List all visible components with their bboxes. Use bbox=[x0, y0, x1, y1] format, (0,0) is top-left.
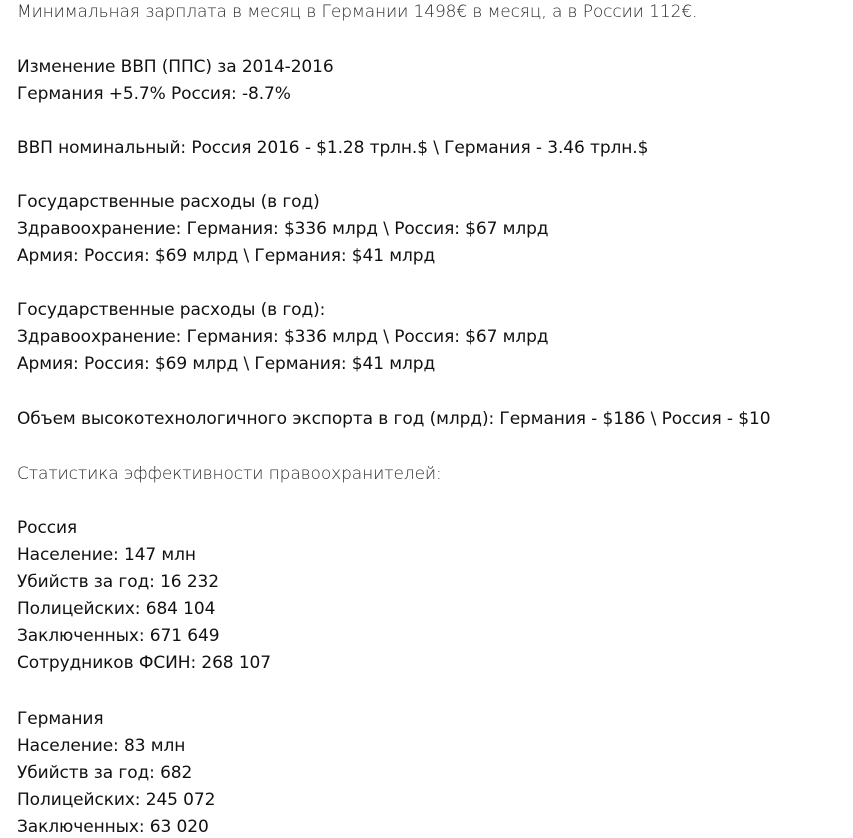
gdp-nominal-line: ВВП номинальный: Россия 2016 - $1.28 трлн.$ \ Германия - 3.46 трлн.$ bbox=[17, 138, 649, 158]
russia-population: Население: 147 млн bbox=[17, 545, 196, 565]
russia-prisoners: Заключенных: 671 649 bbox=[17, 626, 220, 646]
gov-spending-health: Здравоохранение: Германия: $336 млрд \ Россия: $67 млрд bbox=[17, 219, 549, 239]
russia-police: Полицейских: 684 104 bbox=[17, 599, 216, 619]
law-enforcement-heading: Статистика эффективности правоохранителей: bbox=[17, 464, 442, 484]
germany-murders: Убийств за год: 682 bbox=[17, 763, 193, 783]
gov-spending-heading: Государственные расходы (в год) bbox=[17, 192, 320, 212]
gdp-ppp-heading: Изменение ВВП (ППС) за 2014-2016 bbox=[17, 57, 334, 77]
germany-population: Население: 83 млн bbox=[17, 736, 186, 756]
gov-spending-heading-2: Государственные расходы (в год): bbox=[17, 300, 326, 320]
gov-spending-army: Армия: Россия: $69 млрд \ Германия: $41 млрд bbox=[17, 246, 436, 266]
hightech-export-line: Объем высокотехнологичного экспорта в год (млрд): Германия - $186 \ Россия - $10 bbox=[17, 409, 771, 429]
germany-heading: Германия bbox=[17, 709, 104, 729]
minimum-wage-line: Минимальная зарплата в месяц в Германии 1498€ в месяц, а в России 112€. bbox=[17, 2, 698, 22]
russia-murders: Убийств за год: 16 232 bbox=[17, 572, 219, 592]
germany-prisoners: Заключенных: 63 020 bbox=[17, 817, 209, 837]
russia-heading: Россия bbox=[17, 518, 78, 538]
gdp-ppp-values: Германия +5.7% Россия: -8.7% bbox=[17, 84, 291, 104]
russia-fsin-staff: Сотрудников ФСИН: 268 107 bbox=[17, 653, 271, 673]
gov-spending-army-2: Армия: Россия: $69 млрд \ Германия: $41 млрд bbox=[17, 354, 436, 374]
germany-police: Полицейских: 245 072 bbox=[17, 790, 216, 810]
gov-spending-health-2: Здравоохранение: Германия: $336 млрд \ Россия: $67 млрд bbox=[17, 327, 549, 347]
